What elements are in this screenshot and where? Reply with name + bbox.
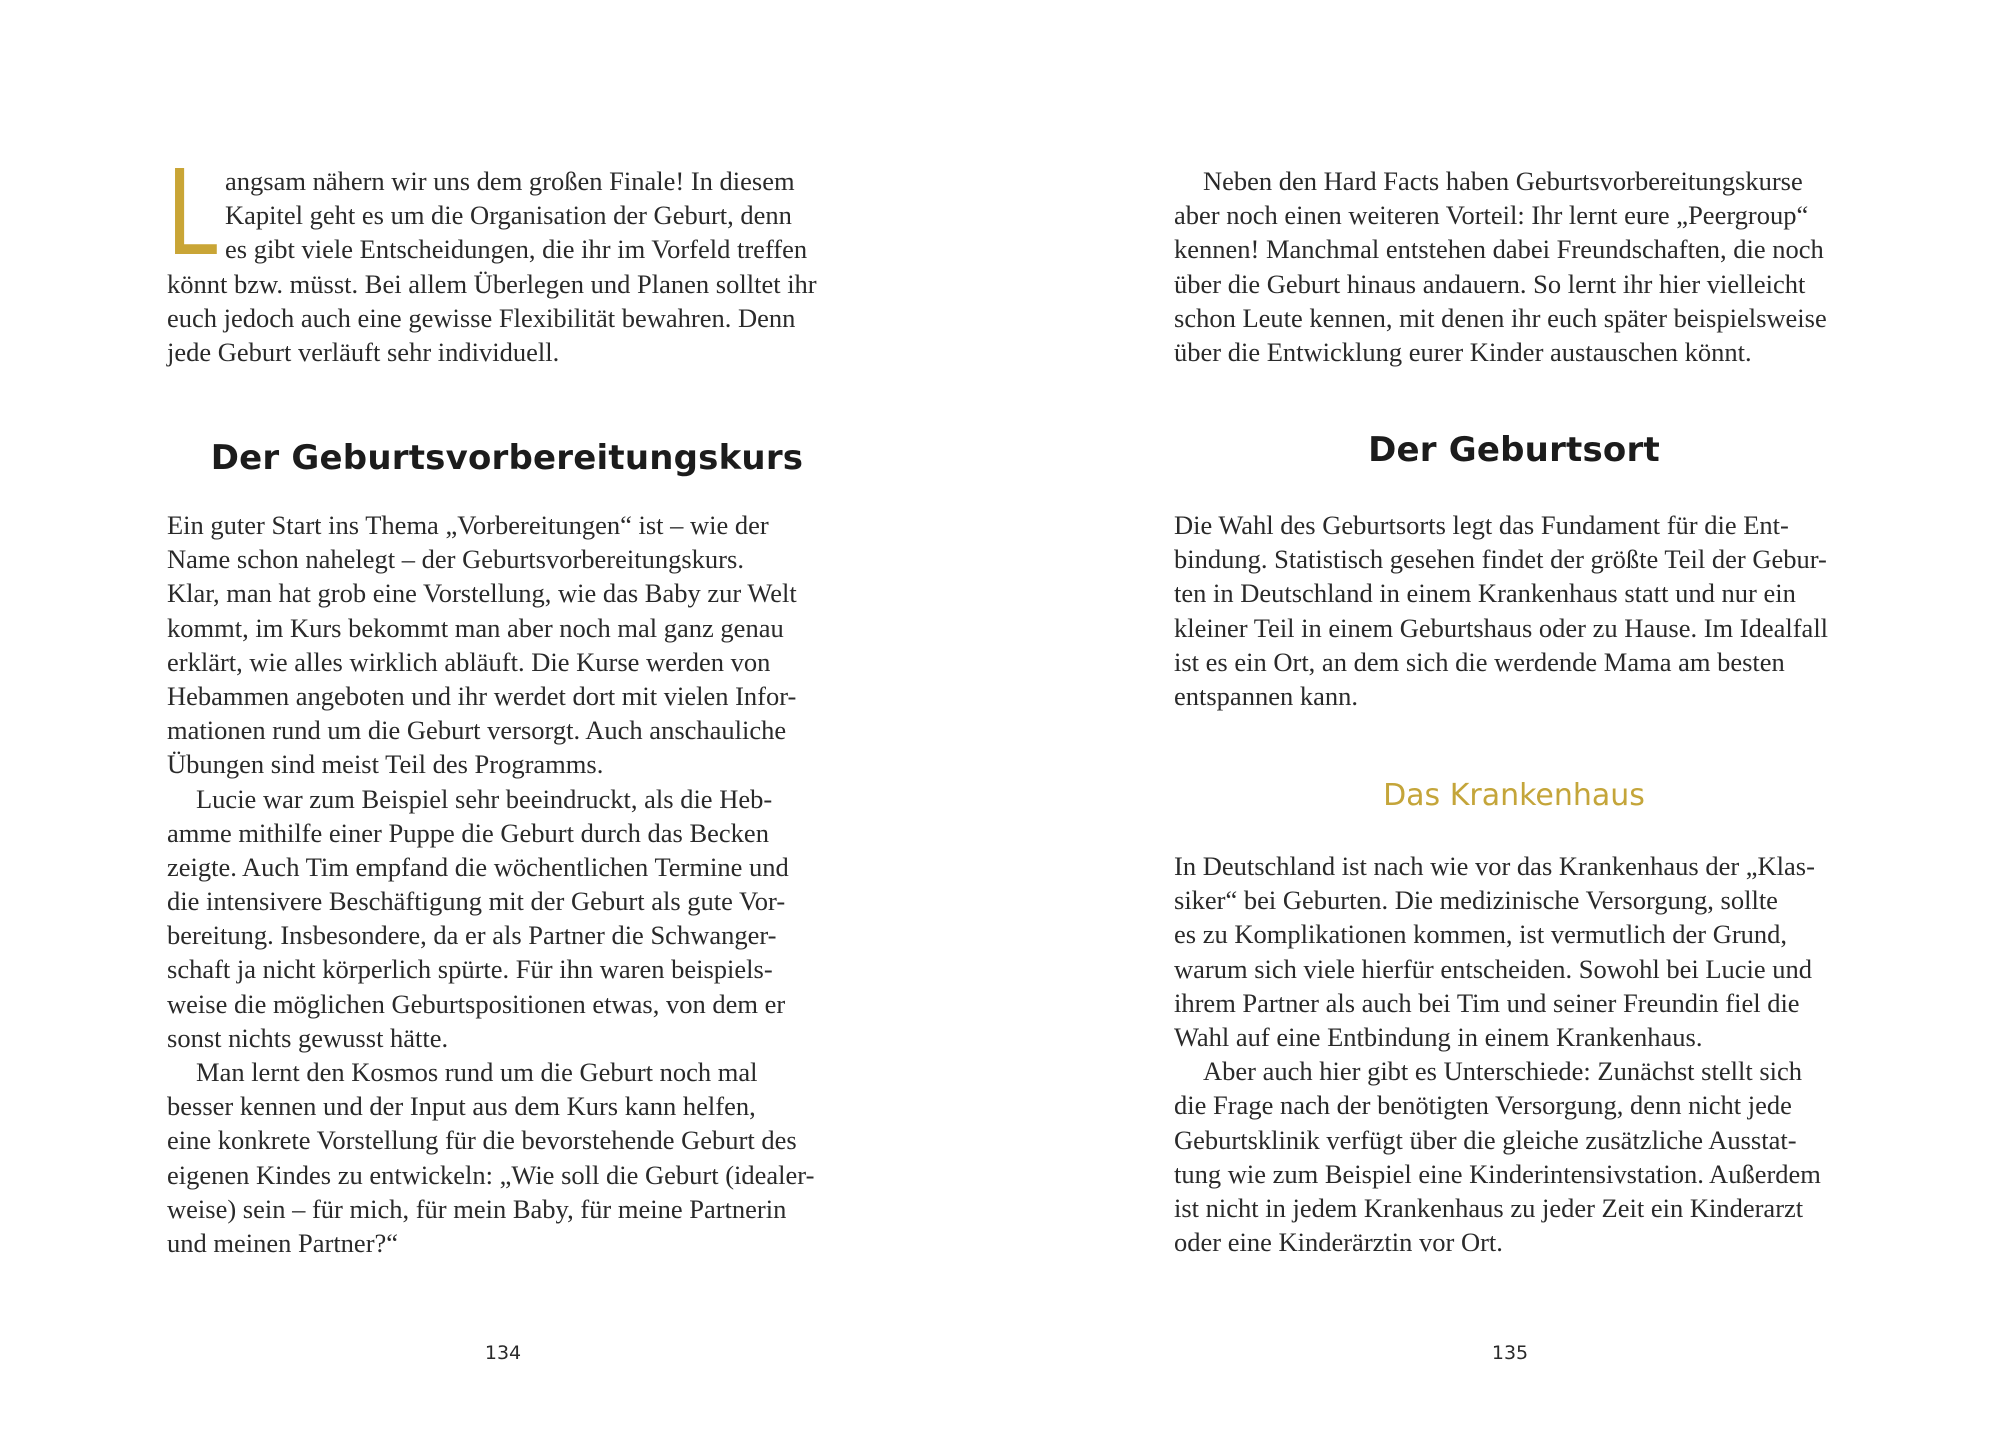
subsection-heading: Das Krankenhaus bbox=[1383, 778, 1645, 813]
text-line: weise) sein – für mich, für mein Baby, für meine Partnerin bbox=[167, 1193, 787, 1224]
text-line: sonst nichts gewusst hätte. bbox=[167, 1022, 449, 1053]
page-number: 134 bbox=[484, 1342, 522, 1364]
text-line: jede Geburt verläuft sehr individuell. bbox=[167, 336, 560, 367]
text-line: schon Leute kennen, mit denen ihr euch später beispielsweise bbox=[1174, 302, 1827, 333]
text-line: erklärt, wie alles wirklich abläuft. Die Kurse werden von bbox=[167, 646, 771, 677]
text-line: warum sich viele hierfür entscheiden. Sowohl bei Lucie und bbox=[1174, 953, 1813, 984]
text-line: Name schon nahelegt – der Geburtsvorbereitungskurs. bbox=[167, 544, 744, 575]
text-line: die intensivere Beschäftigung mit der Geburt als gute Vor- bbox=[167, 886, 786, 917]
text-line: ihrem Partner als auch bei Tim und seiner Freundin fiel die bbox=[1174, 987, 1800, 1018]
text-line: Klar, man hat grob eine Vorstellung, wie das Baby zur Welt bbox=[167, 578, 797, 609]
text-line: Die Wahl des Geburtsorts legt das Fundament für die Ent- bbox=[1174, 510, 1789, 540]
text-line: ist nicht in jedem Krankenhaus zu jeder Zeit ein Kinderarzt bbox=[1174, 1192, 1804, 1223]
text-line: könnt bzw. müsst. Bei allem Überlegen und Planen solltet ihr bbox=[167, 268, 817, 299]
text-line: Neben den Hard Facts haben Geburtsvorbereitungskurse bbox=[1203, 166, 1803, 196]
text-line: Kapitel geht es um die Organisation der Geburt, denn bbox=[225, 200, 792, 231]
text-line: Lucie war zum Beispiel sehr beeindruckt, als die Heb- bbox=[196, 783, 773, 814]
text-line: ist es ein Ort, an dem sich die werdende Mama am besten bbox=[1174, 646, 1785, 677]
section-body bbox=[1174, 508, 1854, 713]
text-line: ten in Deutschland in einem Krankenhaus statt und nur ein bbox=[1174, 578, 1796, 609]
text-line: Wahl auf eine Entbindung in einem Krankenhaus. bbox=[1174, 1021, 1703, 1052]
section-heading: Der Geburtsort bbox=[1368, 430, 1660, 470]
text-line: schaft ja nicht körperlich spürte. Für ihn waren beispiels- bbox=[167, 954, 773, 985]
text-line: tung wie zum Beispiel eine Kinderintensivstation. Außerdem bbox=[1174, 1158, 1821, 1189]
text-line: Man lernt den Kosmos rund um die Geburt noch mal bbox=[196, 1057, 758, 1087]
text-line: aber noch einen weiteren Vorteil: Ihr lernt eure „Peergroup“ bbox=[1174, 200, 1809, 231]
text-line: mationen rund um die Geburt versorgt. Auch anschauliche bbox=[167, 715, 787, 746]
text-line: Aber auch hier gibt es Unterschiede: Zunächst stellt sich bbox=[1203, 1056, 1803, 1087]
page-number: 135 bbox=[1491, 1342, 1529, 1364]
text-line: kleiner Teil in einem Geburtshaus oder zu Hause. Im Idealfall bbox=[1174, 612, 1829, 643]
text-line: es gibt viele Entscheidungen, die ihr im Vorfeld treffen bbox=[225, 234, 808, 265]
text-line: kennen! Manchmal entstehen dabei Freundschaften, die noch bbox=[1174, 234, 1824, 265]
section-body bbox=[167, 508, 847, 1260]
text-line: bereitung. Insbesondere, da er als Partner die Schwanger- bbox=[167, 920, 777, 951]
text-line: Übungen sind meist Teil des Programms. bbox=[167, 749, 604, 780]
text-line: zeigte. Auch Tim empfand die wöchentlichen Termine und bbox=[167, 851, 789, 882]
intro-paragraph bbox=[1174, 164, 1854, 369]
section-heading: Der Geburtsvorbereitungskurs bbox=[210, 438, 804, 478]
text-line: weise die möglichen Geburtspositionen etwas, von dem er bbox=[167, 988, 786, 1019]
text-line: In Deutschland ist nach wie vor das Krankenhaus der „Klas- bbox=[1174, 851, 1815, 881]
text-line: über die Entwicklung eurer Kinder austauschen könnt. bbox=[1174, 336, 1752, 367]
subsection-body bbox=[1174, 849, 1854, 1259]
text-line: und meinen Partner?“ bbox=[167, 1227, 399, 1258]
text-line: eigenen Kindes zu entwickeln: „Wie soll die Geburt (idealer- bbox=[167, 1159, 815, 1190]
text-line: es zu Komplikationen kommen, ist vermutlich der Grund, bbox=[1174, 919, 1788, 950]
right-page bbox=[1000, 0, 2000, 1448]
text-line: amme mithilfe einer Puppe die Geburt durch das Becken bbox=[167, 817, 769, 848]
text-line: entspannen kann. bbox=[1174, 680, 1358, 711]
text-line: euch jedoch auch eine gewisse Flexibilität bewahren. Denn bbox=[167, 302, 796, 333]
text-line: besser kennen und der Input aus dem Kurs kann helfen, bbox=[167, 1091, 756, 1122]
text-line: Hebammen angeboten und ihr werdet dort mit vielen Infor- bbox=[167, 680, 797, 711]
text-line: eine konkrete Vorstellung für die bevorstehende Geburt des bbox=[167, 1125, 797, 1156]
text-line: angsam nähern wir uns dem großen Finale! In diesem bbox=[225, 166, 795, 196]
drop-cap: L bbox=[166, 144, 218, 282]
text-line: kommt, im Kurs bekommt man aber noch mal ganz genau bbox=[167, 612, 784, 643]
text-line: Geburtsklinik verfügt über die gleiche zusätzliche Ausstat- bbox=[1174, 1124, 1797, 1155]
text-line: oder eine Kinderärztin vor Ort. bbox=[1174, 1227, 1503, 1258]
intro-paragraph bbox=[166, 144, 847, 369]
text-line: die Frage nach der benötigten Versorgung, denn nicht jede bbox=[1174, 1090, 1792, 1121]
text-line: siker“ bei Geburten. Die medizinische Versorgung, sollte bbox=[1174, 885, 1778, 916]
text-line: über die Geburt hinaus andauern. So lernt ihr hier vielleicht bbox=[1174, 268, 1806, 299]
text-line: Ein guter Start ins Thema „Vorbereitungen“ ist – wie der bbox=[167, 510, 769, 540]
text-line: bindung. Statistisch gesehen findet der größte Teil der Gebur- bbox=[1174, 544, 1827, 575]
